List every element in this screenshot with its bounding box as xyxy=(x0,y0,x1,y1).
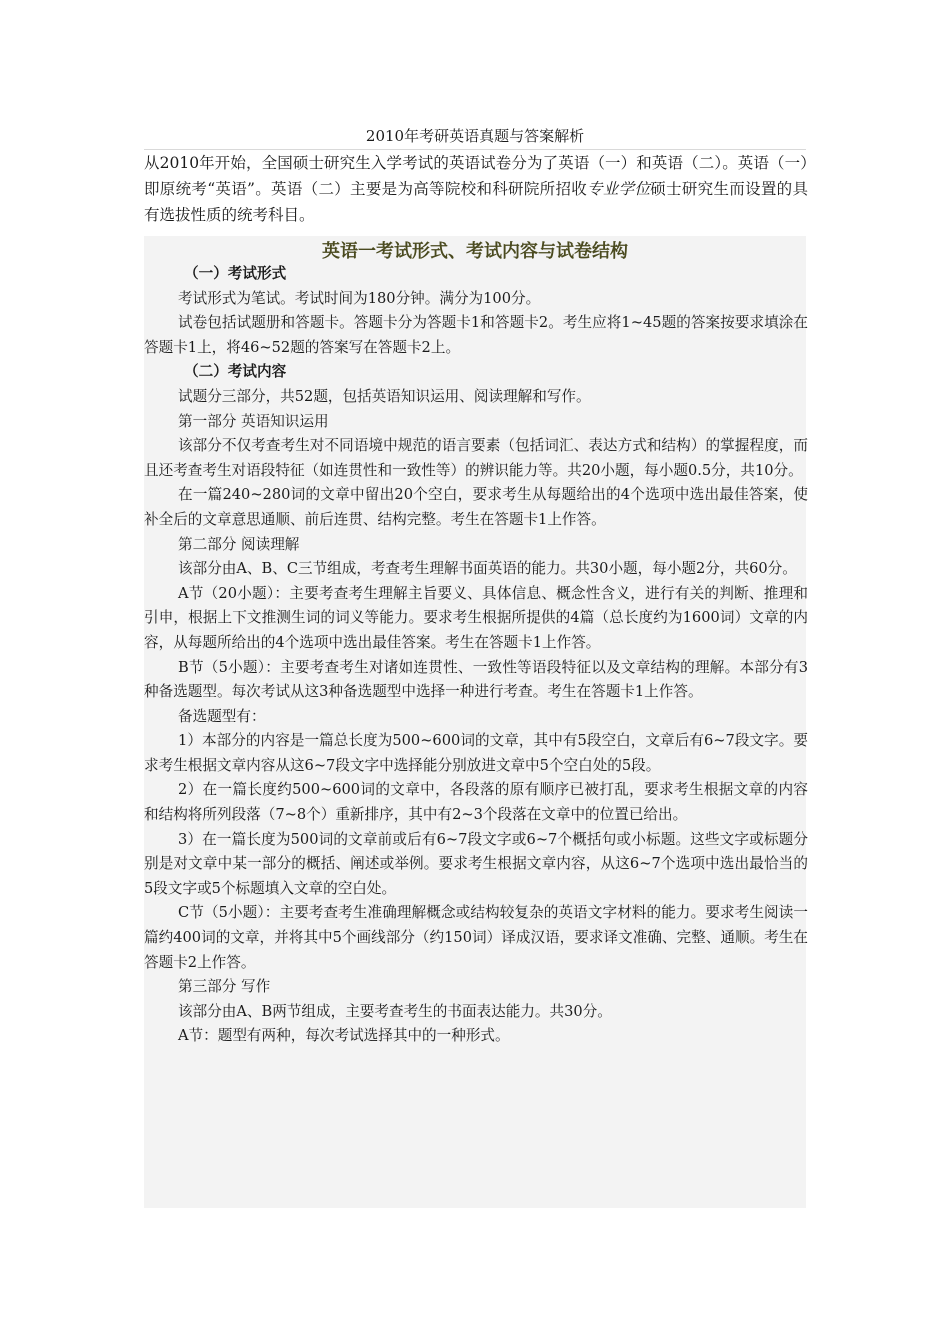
body-paragraph: 试题分三部分，共52题，包括英语知识运用、阅读理解和写作。 xyxy=(178,387,591,405)
body-paragraph: 在一篇240~280词的文章中留出20个空白，要求考生从每题给出的4个选项中选出最佳答案，使补全后的文章意思通顺、前后连贯、结构完整。考生在答题卡1上作答。 xyxy=(144,486,808,528)
intro-text-2: 硕士研究生而设置的具有选拔性质的统考科目。 xyxy=(144,180,808,224)
body-paragraph: 第一部分 英语知识运用 xyxy=(178,412,329,430)
body-paragraph: 该部分由A、B两节组成，主要考查考生的书面表达能力。共30分。 xyxy=(178,1002,612,1020)
intro-text-1: 从2010年开始，全国硕士研究生入学考试的英语试卷分为了英语（一）和英语（二）。英语（一）即原统考“英语”。英语（二）主要是为高等院校和科研院所招收 xyxy=(144,154,808,198)
body-paragraph: 该部分由A、B、C三节组成，考查考生理解书面英语的能力。共30小题，每小题2分，共60分。 xyxy=(178,560,797,578)
body-paragraph: 2）在一篇长度约500~600词的文章中，各段落的原有顺序已被打乱，要求考生根据文章的内容和结构将所列段落（7~8个）重新排序，其中有2~3个段落在文章中的位置已给出。 xyxy=(144,781,808,824)
document-title: 2010年考研英语真题与答案解析 xyxy=(365,127,585,145)
body-paragraph: 第二部分 阅读理解 xyxy=(178,535,300,553)
section-body xyxy=(144,262,808,1049)
section-title: 英语一考试形式、考试内容与试卷结构 xyxy=(322,241,628,262)
section-heading: （二）考试内容 xyxy=(184,363,287,381)
body-paragraph: 考试形式为笔试。考试时间为180分钟。满分为100分。 xyxy=(178,289,541,307)
body-paragraph: A节（20小题）：主要考查考生理解主旨要义、具体信息、概念性含义，进行有关的判断、推理和引申，根据上下文推测生词的词义等能力。要求考生根据所提供的4篇（总长度约为1600词）文章的内容，从每题所给出的4个选项中选出最佳答案。考生在答题卡1上作答。 xyxy=(144,584,808,651)
body-paragraph: C节（5小题）：主要考查考生准确理解概念或结构较复杂的英语文字材料的能力。要求考生阅读一篇约400词的文章，并将其中5个画线部分（约150词）译成汉语，要求译文准确、完整、通顺。考生在答题卡2上作答。 xyxy=(144,904,808,971)
body-paragraph: 该部分不仅考查考生对不同语境中规范的语言要素（包括词汇、表达方式和结构）的掌握程度，而且还考查考生对语段特征（如连贯性和一致性等）的辨识能力等。共20小题，每小题0.5分，共10分。 xyxy=(144,437,808,479)
body-paragraph: 第三部分 写作 xyxy=(178,978,271,996)
body-paragraph: 1）本部分的内容是一篇总长度为500~600词的文章，其中有5段空白，文章后有6~7段文字。要求考生根据文章内容从这6~7段文字中选择能分别放进文章中5个空白处的5段。 xyxy=(144,732,808,774)
body-paragraph: A节：题型有两种，每次考试选择其中的一种形式。 xyxy=(178,1027,510,1045)
body-paragraph: 试卷包括试题册和答题卡。答题卡分为答题卡1和答题卡2。考生应将1~45题的答案按要求填涂在答题卡1上，将46~52题的答案写在答题卡2上。 xyxy=(144,314,808,356)
body-paragraph: B节（5小题）：主要考查考生对诸如连贯性、一致性等语段特征以及文章结构的理解。本部分有3种备选题型。每次考试从这3种备选题型中选择一种进行考查。考生在答题卡1上作答。 xyxy=(144,658,808,701)
intro-paragraph xyxy=(144,150,808,228)
body-paragraph: 3）在一篇长度为500词的文章前或后有6~7段文字或6~7个概括句或小标题。这些文字或标题分别是对文章中某一部分的概括、阐述或举例。要求考生根据文章内容，从这6~7个选项中选出最恰当的5段文字或5个标题填入文章的空白处。 xyxy=(144,830,808,897)
section-heading: （一）考试形式 xyxy=(184,265,287,282)
body-paragraph: 备选题型有： xyxy=(178,707,266,725)
intro-emphasis: 专业学位 xyxy=(587,180,651,198)
